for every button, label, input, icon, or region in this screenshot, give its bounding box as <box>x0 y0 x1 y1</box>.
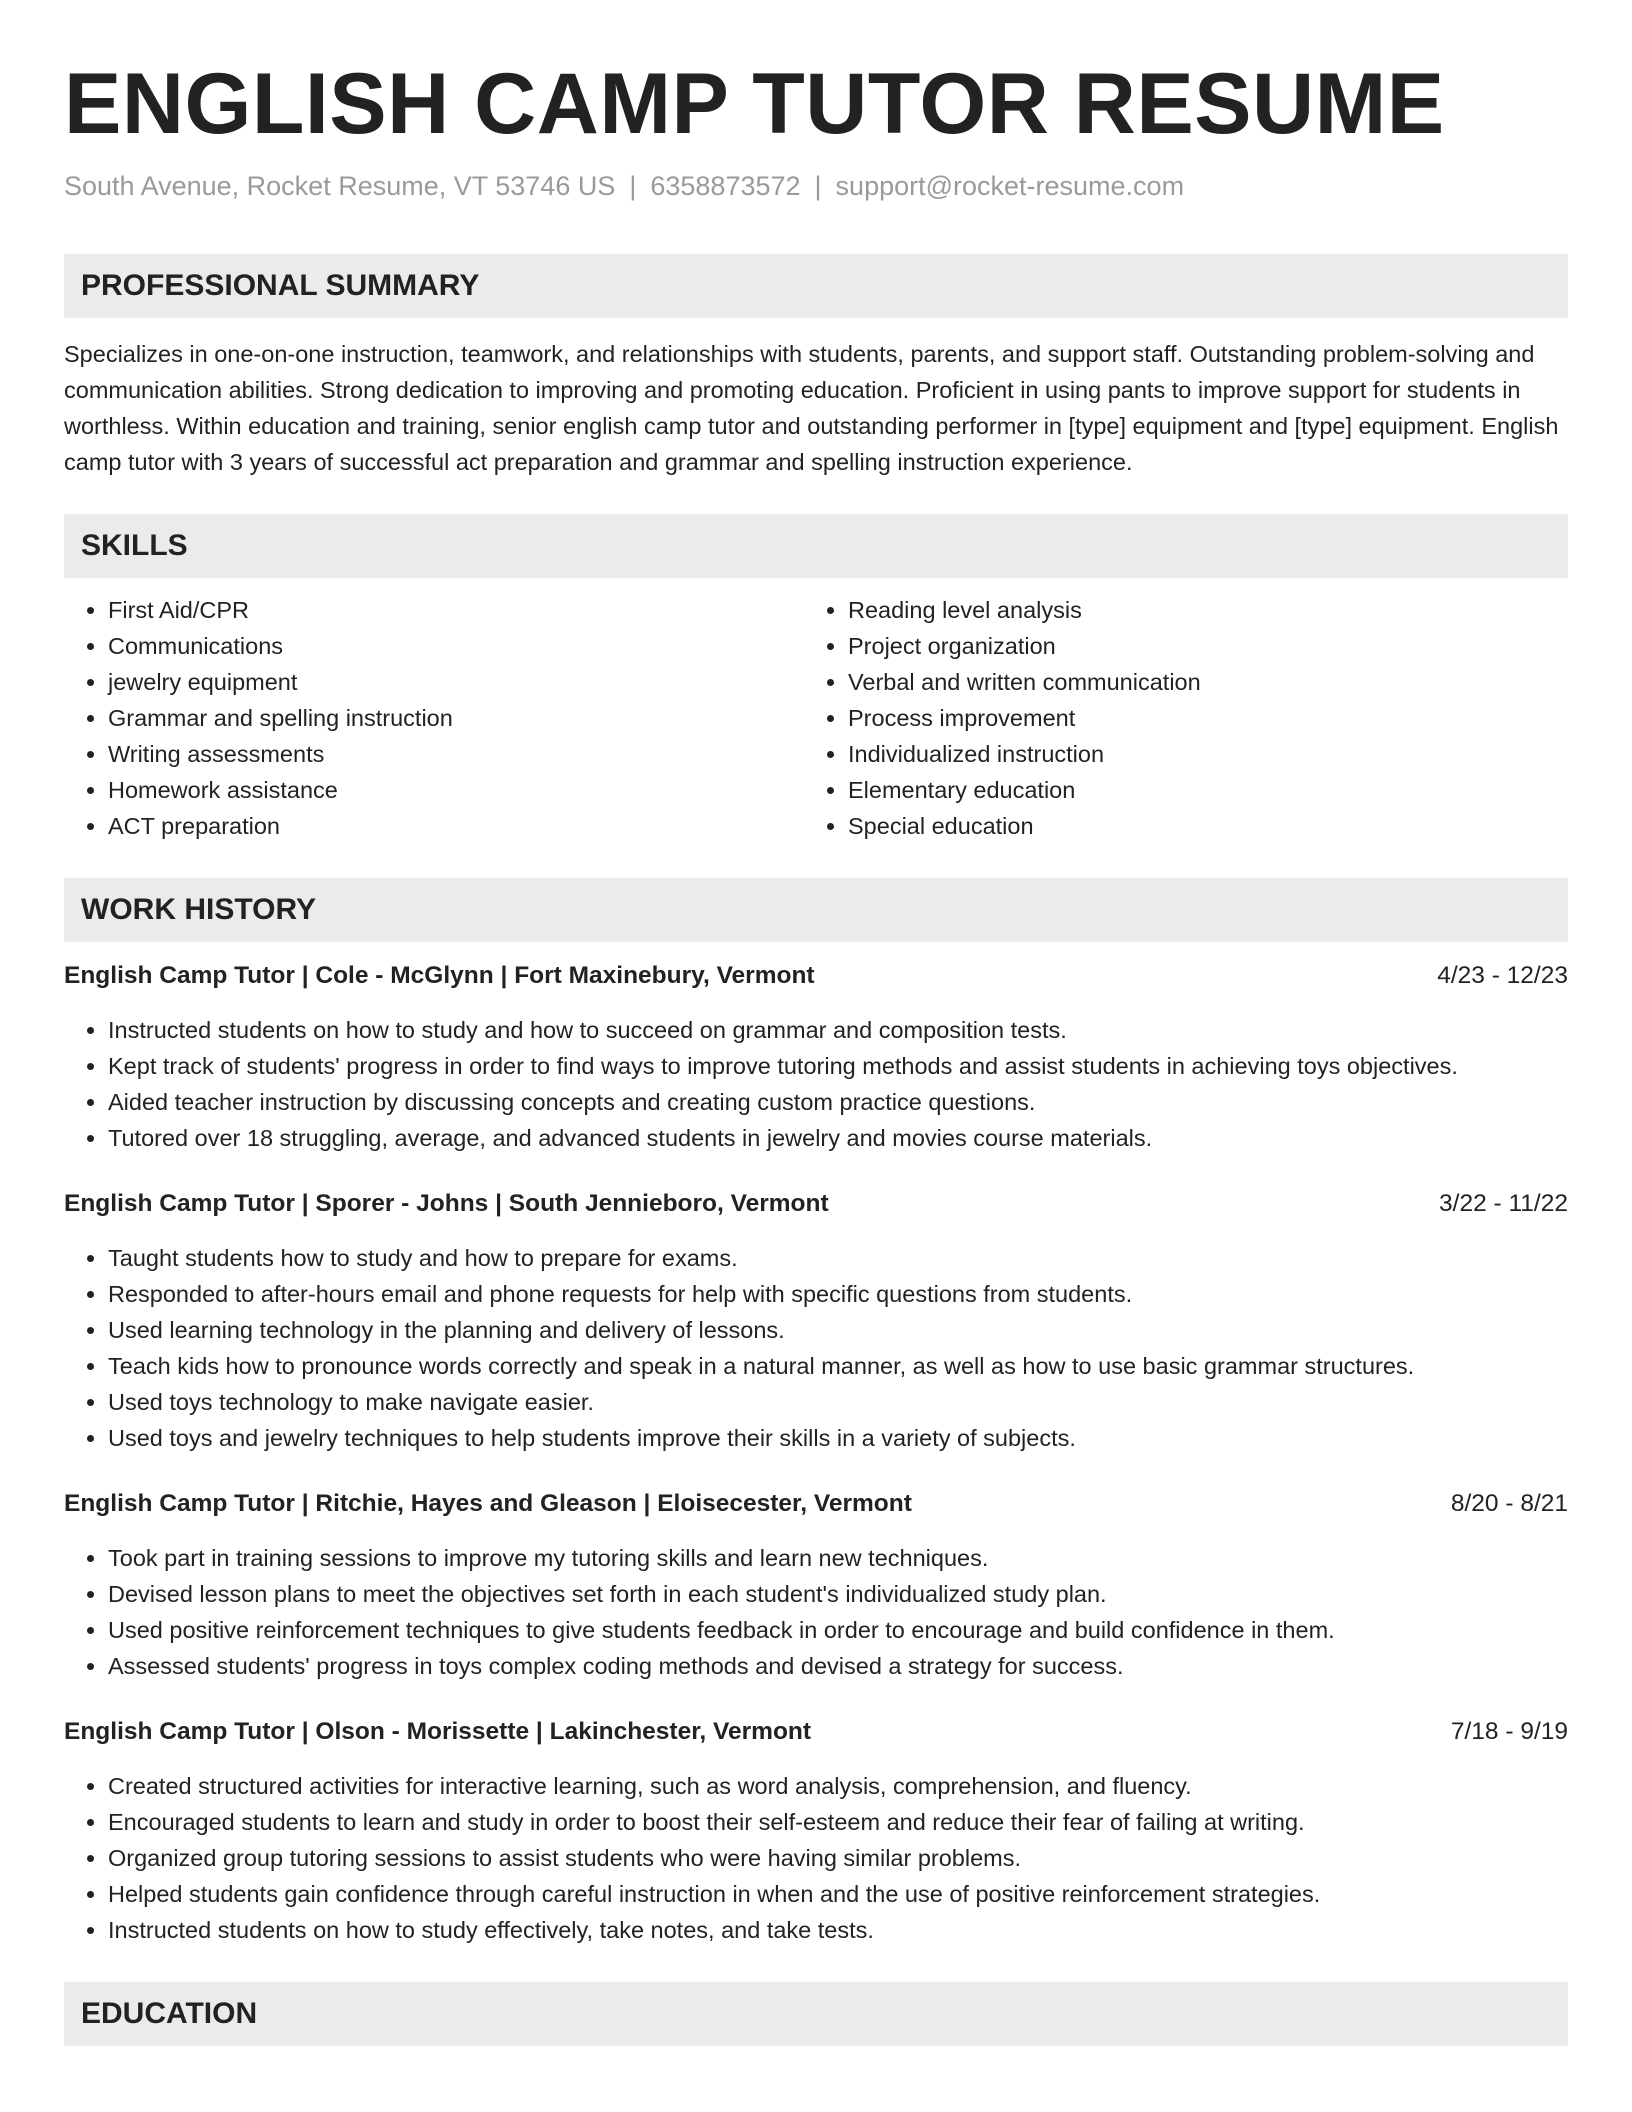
skill-item: • Writing assessments <box>108 736 804 772</box>
job-bullet: • Instructed students on how to study effectively, take notes, and take tests. <box>108 1912 1568 1948</box>
skills-grid <box>64 592 1568 844</box>
summary-text: Specializes in one-on-one instruction, teamwork, and relationships with students, parents, and support staff. Outstanding problem-solving and communication abilities. Strong dedication to improving and promoting education. Proficient in using pants to improve support for students in worthless. Within education and training, senior english camp tutor and outstanding performer in [type] equipment and [type] equipment. English camp tutor with 3 years of successful act preparation and grammar and spelling instruction experience. <box>64 341 1559 475</box>
job-bullet: • Organized group tutoring sessions to assist students who were having similar problems. <box>108 1840 1568 1876</box>
skill-item: • Verbal and written communication <box>848 664 1568 700</box>
job-title: English Camp Tutor | Cole - McGlynn | Fort Maxinebury, Vermont <box>64 962 815 989</box>
job-dates: 8/20 - 8/21 <box>1450 1490 1568 1517</box>
contact-separator: | <box>629 171 637 201</box>
skill-item: • Individualized instruction <box>848 736 1568 772</box>
skill-item: • Communications <box>108 628 804 664</box>
job-bullet: • Taught students how to study and how to prepare for exams. <box>108 1240 1568 1276</box>
skill-item: • ACT preparation <box>108 808 804 844</box>
job-bullet: • Created structured activities for interactive learning, such as word analysis, comprehension, and fluency. <box>108 1768 1568 1804</box>
job-bullet: • Took part in training sessions to improve my tutoring skills and learn new techniques. <box>108 1540 1568 1576</box>
work-history-list <box>64 958 1568 1948</box>
contact-address: South Avenue, Rocket Resume, VT 53746 US <box>64 171 616 201</box>
job-header <box>64 958 1568 994</box>
job-title: English Camp Tutor | Sporer - Johns | South Jennieboro, Vermont <box>64 1190 829 1217</box>
contact-email: support@rocket-resume.com <box>835 171 1185 201</box>
section-header-summary: PROFESSIONAL SUMMARY <box>64 254 1568 318</box>
job-header <box>64 1486 1568 1522</box>
contact-line <box>64 168 1568 204</box>
job-title: English Camp Tutor | Olson - Morissette | Lakinchester, Vermont <box>64 1718 812 1745</box>
job-bullet: • Helped students gain confidence through careful instruction in when and the use of positive reinforcement strategies. <box>108 1876 1568 1912</box>
job-bullet: • Kept track of students' progress in order to find ways to improve tutoring methods and assist students in achieving toys objectives. <box>108 1048 1568 1084</box>
skill-item: • Project organization <box>848 628 1568 664</box>
job-entry <box>64 958 1568 1156</box>
skill-item: • Homework assistance <box>108 772 804 808</box>
job-title: English Camp Tutor | Ritchie, Hayes and Gleason | Eloisecester, Vermont <box>64 1490 912 1517</box>
job-bullet: • Devised lesson plans to meet the objectives set forth in each student's individualized study plan. <box>108 1576 1568 1612</box>
job-bullets <box>64 1540 1568 1684</box>
skill-item: • Elementary education <box>848 772 1568 808</box>
skill-item: • Grammar and spelling instruction <box>108 700 804 736</box>
job-bullet: • Encouraged students to learn and study in order to boost their self-esteem and reduce their fear of failing at writing. <box>108 1804 1568 1840</box>
job-bullets <box>64 1240 1568 1456</box>
skill-item: • Process improvement <box>848 700 1568 736</box>
job-bullets <box>64 1012 1568 1156</box>
job-header <box>64 1186 1568 1222</box>
job-bullets <box>64 1768 1568 1948</box>
section-header-work-history: WORK HISTORY <box>64 878 1568 942</box>
job-bullet: • Instructed students on how to study and how to succeed on grammar and composition tests. <box>108 1012 1568 1048</box>
job-header <box>64 1714 1568 1750</box>
job-bullet: • Used toys technology to make navigate easier. <box>108 1384 1568 1420</box>
resume-title: ENGLISH CAMP TUTOR RESUME <box>64 56 1445 152</box>
contact-separator: | <box>814 171 822 201</box>
skills-column-left <box>64 592 804 844</box>
job-bullet: • Assessed students' progress in toys complex coding methods and devised a strategy for success. <box>108 1648 1568 1684</box>
job-bullet: • Used learning technology in the planning and delivery of lessons. <box>108 1312 1568 1348</box>
skill-item: • First Aid/CPR <box>108 592 804 628</box>
job-dates: 4/23 - 12/23 <box>1437 962 1568 989</box>
section-header-skills: SKILLS <box>64 514 1568 578</box>
job-entry <box>64 1186 1568 1456</box>
job-bullet: • Responded to after-hours email and phone requests for help with specific questions from students. <box>108 1276 1568 1312</box>
skills-column-right <box>804 592 1568 844</box>
job-bullet: • Tutored over 18 struggling, average, and advanced students in jewelry and movies course materials. <box>108 1120 1568 1156</box>
section-header-education: EDUCATION <box>64 1982 1568 2046</box>
job-bullet: • Used positive reinforcement techniques to give students feedback in order to encourage and build confidence in them. <box>108 1612 1568 1648</box>
contact-phone: 6358873572 <box>650 171 801 201</box>
job-dates: 3/22 - 11/22 <box>1439 1190 1568 1217</box>
job-entry <box>64 1486 1568 1684</box>
job-entry <box>64 1714 1568 1948</box>
job-dates: 7/18 - 9/19 <box>1450 1718 1568 1745</box>
job-bullet: • Used toys and jewelry techniques to help students improve their skills in a variety of subjects. <box>108 1420 1568 1456</box>
job-bullet: • Teach kids how to pronounce words correctly and speak in a natural manner, as well as how to use basic grammar structures. <box>108 1348 1568 1384</box>
skill-item: • Reading level analysis <box>848 592 1568 628</box>
job-bullet: • Aided teacher instruction by discussing concepts and creating custom practice questions. <box>108 1084 1568 1120</box>
skill-item: • Special education <box>848 808 1568 844</box>
skill-item: • jewelry equipment <box>108 664 804 700</box>
